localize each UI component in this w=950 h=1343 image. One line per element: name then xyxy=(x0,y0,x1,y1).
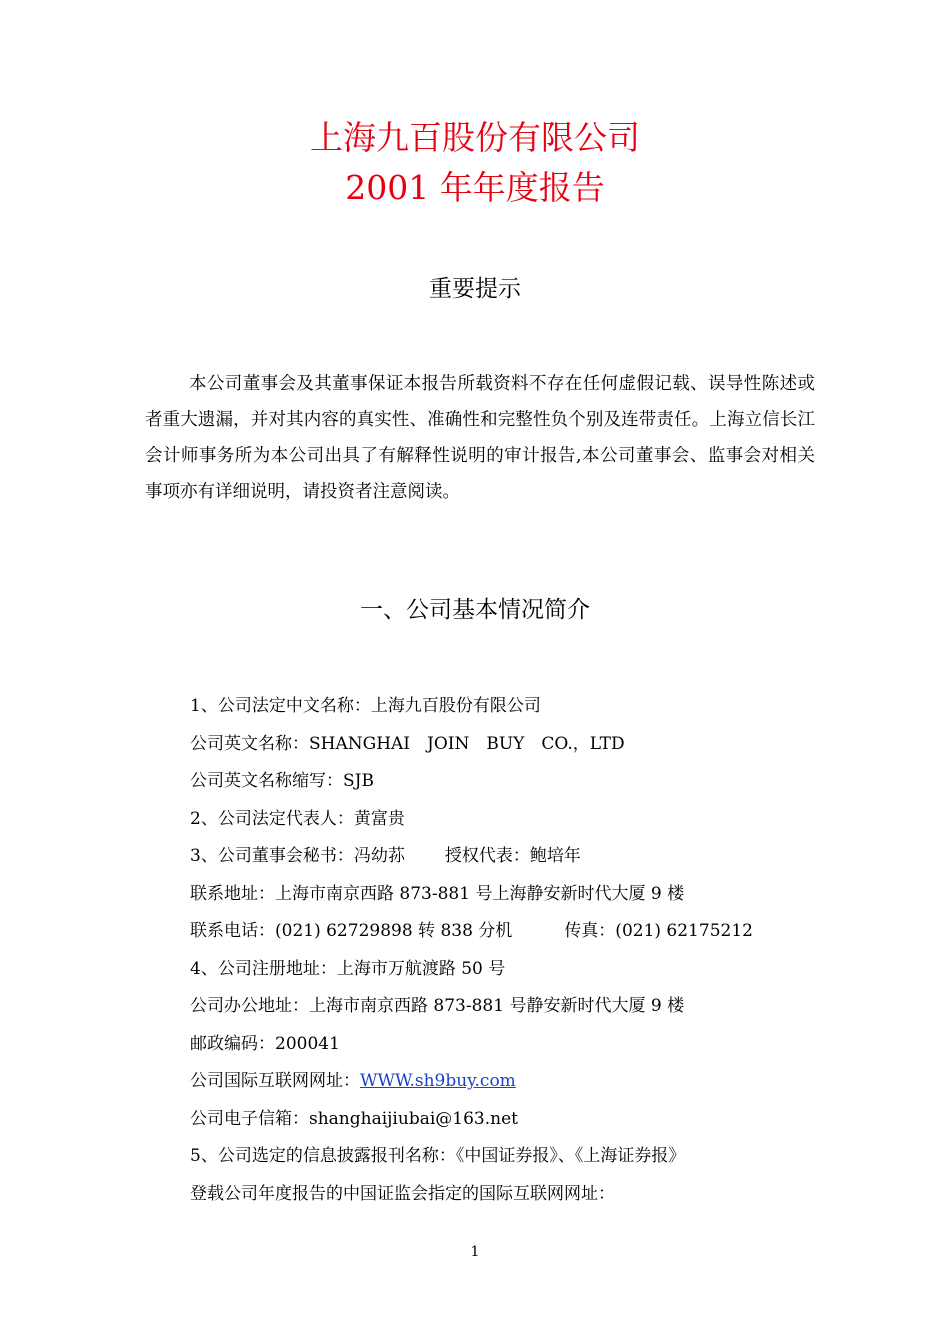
info-en-name: 公司英文名称：SHANGHAI JOIN BUY CO.，LTD xyxy=(190,733,625,754)
page-number: 1 xyxy=(470,1244,480,1260)
company-title: 上海九百股份有限公司 xyxy=(310,118,640,157)
info-email: 公司电子信箱：shanghaijiubai@163.net xyxy=(190,1108,518,1129)
info-legal-rep: 2、公司法定代表人：黄富贵 xyxy=(190,808,405,829)
notice-heading: 重要提示 xyxy=(429,276,521,302)
info-contact-address: 联系地址：上海市南京西路 873-881 号上海静安新时代大厦 9 楼 xyxy=(190,883,685,904)
info-phone: 联系电话：(021) 62729898 转 838 分机 xyxy=(190,921,513,941)
info-en-abbr: 公司英文名称缩写：SJB xyxy=(190,771,374,791)
website-link[interactable]: WWW.sh9buy.com xyxy=(360,1071,516,1091)
info-website-label: 公司国际互联网网址： xyxy=(190,1071,360,1091)
info-disclosure-papers: 5、公司选定的信息披露报刊名称：《中国证券报》、《上海证券报》 xyxy=(190,1146,686,1166)
notice-paragraph-block xyxy=(145,366,815,510)
info-phone-row xyxy=(190,913,830,951)
section-heading: 一、公司基本情况简介 xyxy=(360,597,590,623)
info-secretary-row xyxy=(190,838,830,876)
notice-paragraph: 本公司董事会及其董事保证本报告所载资料不存在任何虚假记载、误导性陈述或者重大遗漏，并对其内容的真实性、准确性和完整性负个别及连带责任。上海立信长江会计师事务所为本公司出具了有解释性说明的审计报告,本公司董事会、监事会对相关事项亦有详细说明，请投资者注意阅读。 xyxy=(145,374,815,502)
info-registered-address: 4、公司注册地址：上海市万航渡路 50 号 xyxy=(190,958,506,979)
report-title: 2001 年年度报告 xyxy=(345,168,605,207)
info-cn-name: 1、公司法定中文名称：上海九百股份有限公司 xyxy=(190,696,541,716)
company-info-list xyxy=(190,688,830,1213)
info-fax: 传真：(021) 62175212 xyxy=(564,921,753,941)
info-postcode: 邮政编码：200041 xyxy=(190,1033,340,1054)
info-office-address: 公司办公地址：上海市南京西路 873-881 号静安新时代大厦 9 楼 xyxy=(190,996,685,1016)
info-csrc-website: 登载公司年度报告的中国证监会指定的国际互联网网址： xyxy=(190,1183,615,1204)
info-secretary: 3、公司董事会秘书：冯幼荪 xyxy=(190,846,405,866)
info-auth-rep: 授权代表：鲍培年 xyxy=(444,846,581,866)
info-website-row xyxy=(190,1063,830,1101)
